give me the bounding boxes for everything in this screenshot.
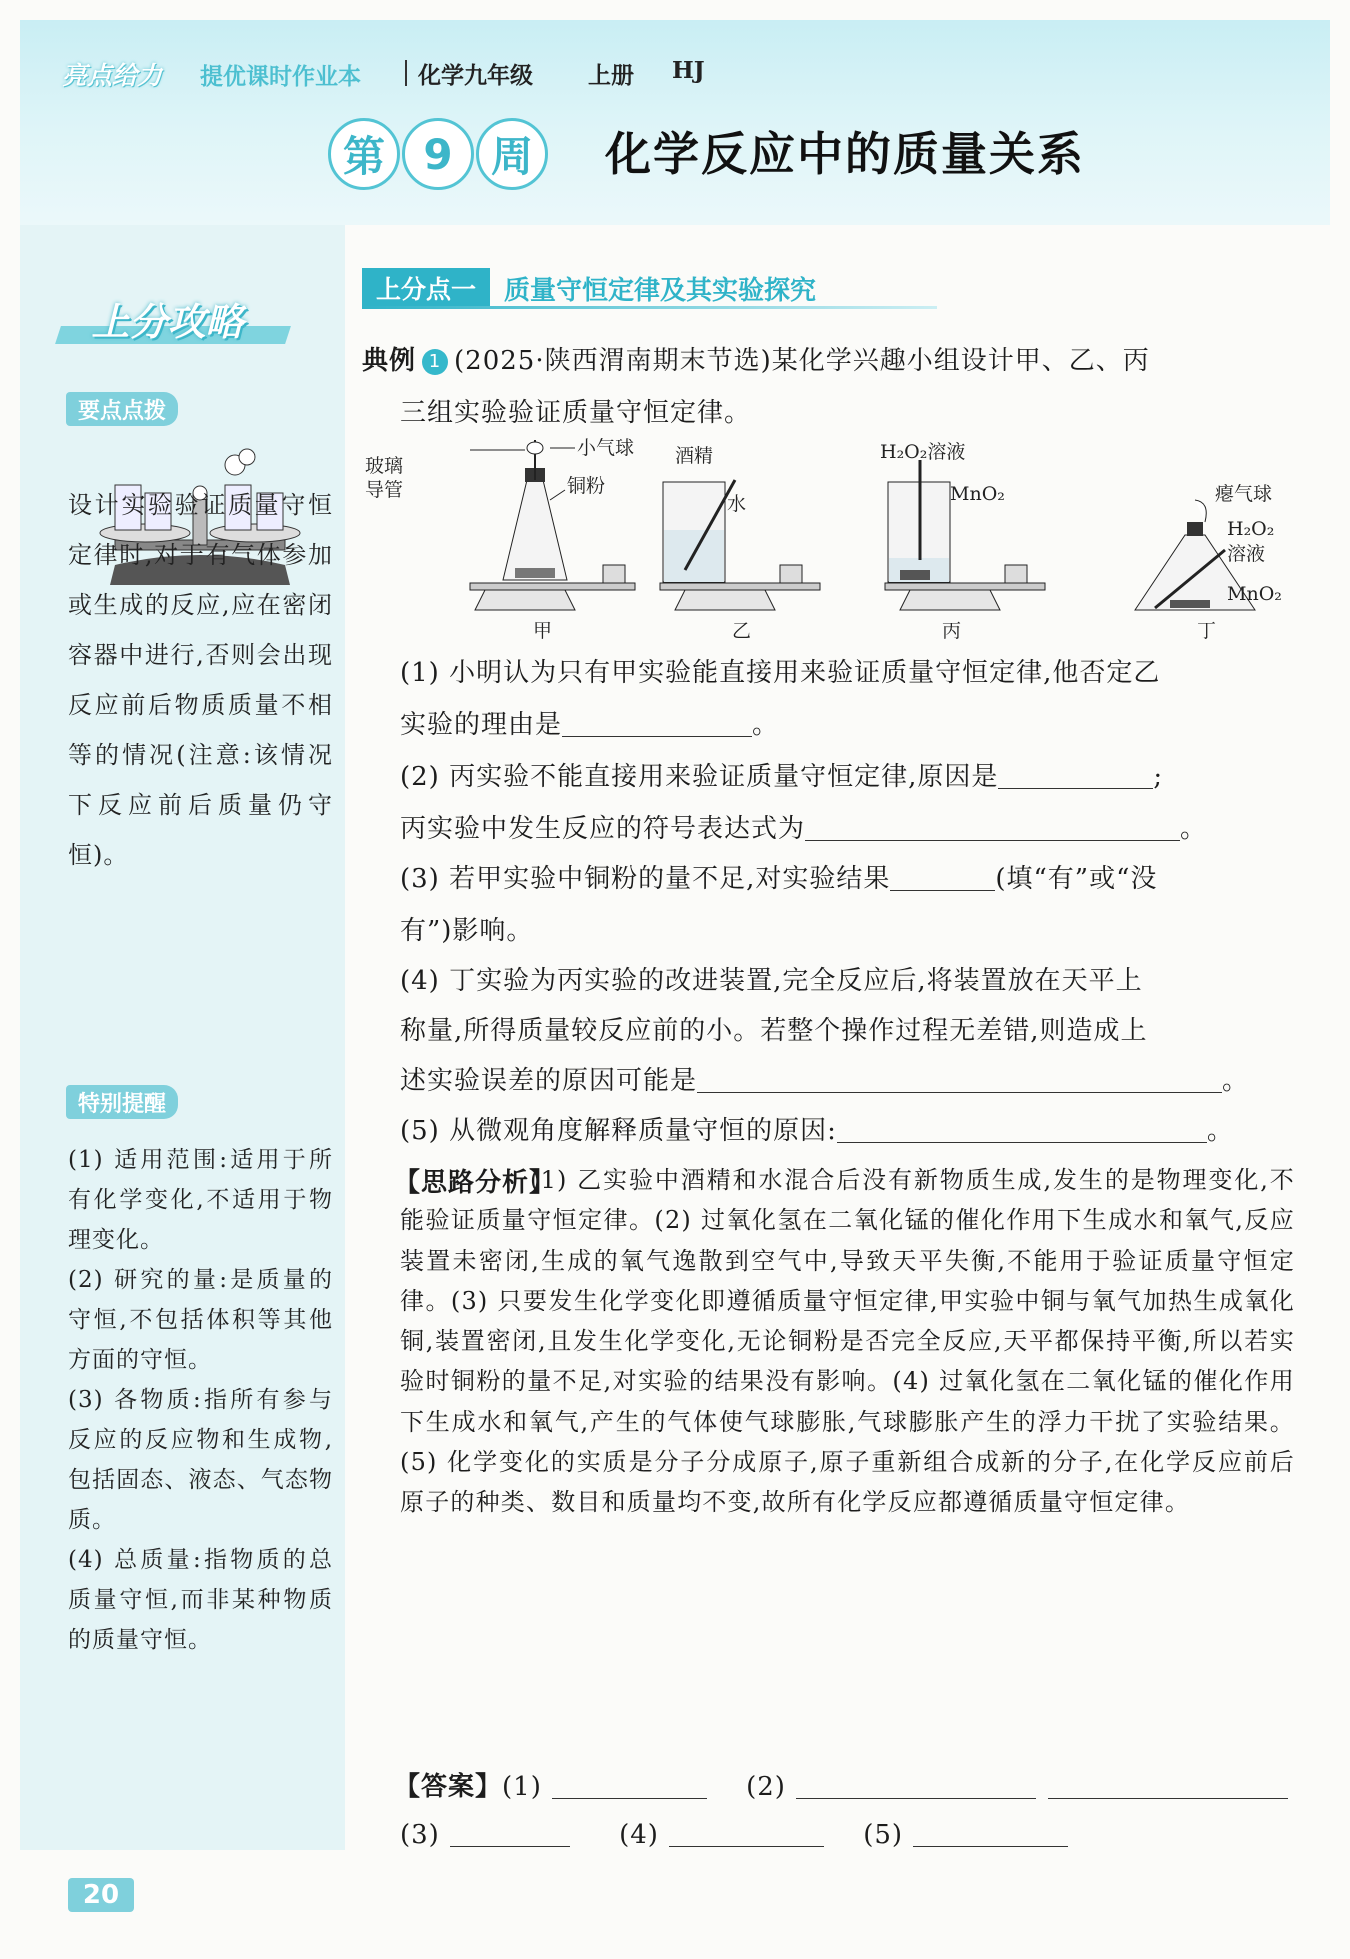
answer-row-2: [400, 1820, 1068, 1850]
balance-beam: [660, 583, 820, 590]
weight: [603, 565, 625, 583]
copper-powder: [515, 568, 555, 578]
question-1-line2: [400, 704, 779, 741]
question-2-line1: [400, 756, 1163, 793]
week-char: 周: [476, 118, 548, 190]
example-intro-line2: 三组实验验证质量守恒定律。: [400, 398, 752, 428]
question-1-line1: (1) 小明认为只有甲实验能直接用来验证质量守恒定律,他否定乙: [400, 658, 1161, 688]
label-bing: 丙: [942, 620, 962, 642]
reminder-tag: 特别提醒: [66, 1085, 178, 1119]
q5-text: (5) 从微观角度解释质量守恒的原因:: [400, 1116, 837, 1146]
q3-a-end: (填“有”或“没: [995, 864, 1158, 894]
label-mno2: MnO₂: [1227, 583, 1282, 605]
answer-3-label: (3): [400, 1820, 440, 1850]
label-yi: 乙: [732, 620, 752, 642]
series-name: 提优课时作业本: [200, 64, 361, 90]
answer-blank-q5[interactable]: [837, 1120, 1207, 1143]
q3-text: (3) 若甲实验中铜粉的量不足,对实验结果: [400, 864, 891, 894]
question-4-line2: 称量,所得质量较反应前的小。若整个操作过程无差错,则造成上: [400, 1016, 1148, 1046]
stopper: [1187, 522, 1203, 536]
label-jia: 甲: [533, 620, 553, 642]
balance-base: [900, 590, 1000, 610]
balance-beam: [885, 583, 1045, 590]
question-4-line3: [400, 1060, 1249, 1097]
answer-2-label: (2): [746, 1772, 786, 1802]
example-label: 典例: [362, 346, 417, 376]
label-balloon: 瘪气球: [1215, 483, 1273, 505]
answer-blank-q4[interactable]: [697, 1070, 1222, 1093]
answer-blank-4[interactable]: [669, 1824, 824, 1847]
answer-blank-2a[interactable]: [796, 1776, 1036, 1799]
reminder-item: (1) 适用范围:适用于所有化学变化,不适用于物理变化。: [68, 1147, 333, 1253]
answer-row-1: [394, 1766, 1288, 1803]
q2-a-end: ;: [1153, 762, 1164, 792]
label-tube: 导管: [365, 479, 404, 501]
answer-blank-q2b[interactable]: [805, 818, 1180, 841]
label-h2o2: H₂O₂溶液: [880, 441, 966, 463]
answer-blank-q2a[interactable]: [998, 766, 1153, 789]
q2-b-end: 。: [1180, 814, 1208, 844]
label-water: 水: [727, 493, 747, 515]
week-number: 9: [402, 118, 474, 190]
apparatus-ding: [1135, 483, 1282, 642]
label-ding: 丁: [1197, 620, 1217, 642]
edition-label: HJ: [672, 57, 705, 84]
chapter-title: 化学反应中的质量关系: [605, 127, 1085, 181]
question-4-line1: (4) 丁实验为丙实验的改进装置,完全反应后,将装置放在天平上: [400, 966, 1143, 996]
section-tag: 上分点一: [362, 268, 490, 308]
leader-line: [550, 490, 565, 500]
section-title: 质量守恒定律及其实验探究: [504, 275, 817, 306]
brand-logo: 亮点给力: [62, 61, 163, 90]
term-label: 上册: [588, 63, 634, 89]
small-balloon: [527, 442, 543, 454]
example-intro-text: (2025·陕西渭南期末节选)某化学兴趣小组设计甲、乙、丙: [454, 346, 1150, 376]
question-2-line2: [400, 808, 1207, 845]
question-3-line1: [400, 858, 1157, 895]
label-h2o2: H₂O₂: [1227, 518, 1275, 540]
label-solution: 溶液: [1227, 543, 1266, 565]
section-underline: [362, 306, 937, 309]
week-badge: [328, 118, 548, 188]
grade-label: 化学九年级: [418, 63, 533, 89]
q5-end: 。: [1206, 1116, 1234, 1146]
mno2: [1170, 600, 1210, 608]
answer-5-label: (5): [863, 1820, 904, 1850]
balance-base: [475, 590, 575, 610]
section-heading: [362, 268, 816, 308]
weight: [780, 565, 802, 583]
answer-4-label: (4): [619, 1820, 659, 1850]
label-glass: 玻璃: [365, 455, 404, 477]
balance-base: [675, 590, 775, 610]
weight: [1005, 565, 1027, 583]
key-points-text: 设计实验验证质量守恒定律时,对于有气体参加或生成的反应,应在密闭容器中进行,否则会出现反应前后物质质量不相等的情况(注意:该情况下反应前后质量仍守恒)。: [68, 491, 333, 869]
label-balloon: 小气球: [577, 437, 635, 459]
label-alcohol: 酒精: [675, 445, 714, 467]
mno2: [900, 570, 930, 580]
q2-text: (2) 丙实验不能直接用来验证质量守恒定律,原因是: [400, 762, 999, 792]
reminder-item: (4) 总质量:指物质的总质量守恒,而非某种物质的质量守恒。: [68, 1547, 333, 1653]
answer-label: 【答案】: [394, 1772, 503, 1802]
week-char: 第: [328, 118, 400, 190]
apparatus-figure: [365, 437, 1285, 642]
analysis-text: (1) 乙实验中酒精和水混合后没有新物质生成,发生的是物理变化,不能验证质量守恒定律。(2) 过氧化氢在二氧化锰的催化作用下生成水和氧气,反应装置未密闭,生成的氧气逸散到空气中,导致天平失衡,不能用于验证质量守恒定律。(3) 只要发生化学变化即遵循质量守恒定律,甲实验中铜与氧气加热生成氧化铜,装置密闭,且发生化学变化,无论铜粉是否完全反应,天平都保持平衡,所以若实验时铜粉的量不足,对实验的结果没有影响。(4) 过氧化氢在二氧化锰的催化作用下生成水和氧气,产生的气体使气球膨胀,气球膨胀产生的浮力干扰了实验结果。(5) 化学变化的实质是分子分成原子,原子重新组合成新的分子,在化学反应前后原子的种类、数目和质量均不变,故所有化学反应都遵循质量守恒定律。: [400, 1166, 1295, 1517]
answer-blank-3[interactable]: [450, 1824, 570, 1847]
question-5: [400, 1110, 1234, 1147]
answer-1-label: (1): [502, 1772, 542, 1802]
reminder-list: [68, 1140, 333, 1660]
answer-blank-q1[interactable]: [562, 714, 752, 737]
apparatus-bing: [880, 441, 1045, 642]
question-3-line2: 有”)影响。: [400, 916, 534, 946]
balance-beam: [470, 583, 635, 590]
example-intro: [362, 340, 1150, 377]
answer-blank-q3[interactable]: [890, 868, 995, 891]
q1-text: 实验的理由是: [400, 710, 563, 740]
q1-end: 。: [752, 710, 780, 740]
analysis-label-text: 【思路分析】: [394, 1168, 557, 1198]
answer-blank-1[interactable]: [552, 1776, 707, 1799]
q4-c-text: 述实验误差的原因可能是: [400, 1066, 698, 1096]
label-copper: 铜粉: [567, 475, 606, 497]
answer-blank-5[interactable]: [913, 1824, 1068, 1847]
key-points-tag: 要点点拨: [66, 392, 178, 426]
example-number: 1: [422, 349, 448, 375]
header-divider: [405, 60, 407, 86]
apparatus-yi: [660, 445, 820, 642]
label-mno2: MnO₂: [950, 483, 1005, 505]
reminder-item: (3) 各物质:指所有参与反应的反应物和生成物,包括固态、液态、气态物质。: [68, 1387, 333, 1533]
q4-c-end: 。: [1222, 1066, 1250, 1096]
reminder-item: (2) 研究的量:是质量的守恒,不包括体积等其他方面的守恒。: [68, 1267, 333, 1373]
answer-blank-2b[interactable]: [1048, 1776, 1288, 1799]
deflated-balloon: [1195, 500, 1206, 522]
page-number: 20: [68, 1878, 134, 1912]
strategy-title: 上分攻略: [91, 299, 244, 344]
gas-bubble: [239, 449, 255, 465]
q2-b-text: 丙实验中发生反应的符号表达式为: [400, 814, 806, 844]
